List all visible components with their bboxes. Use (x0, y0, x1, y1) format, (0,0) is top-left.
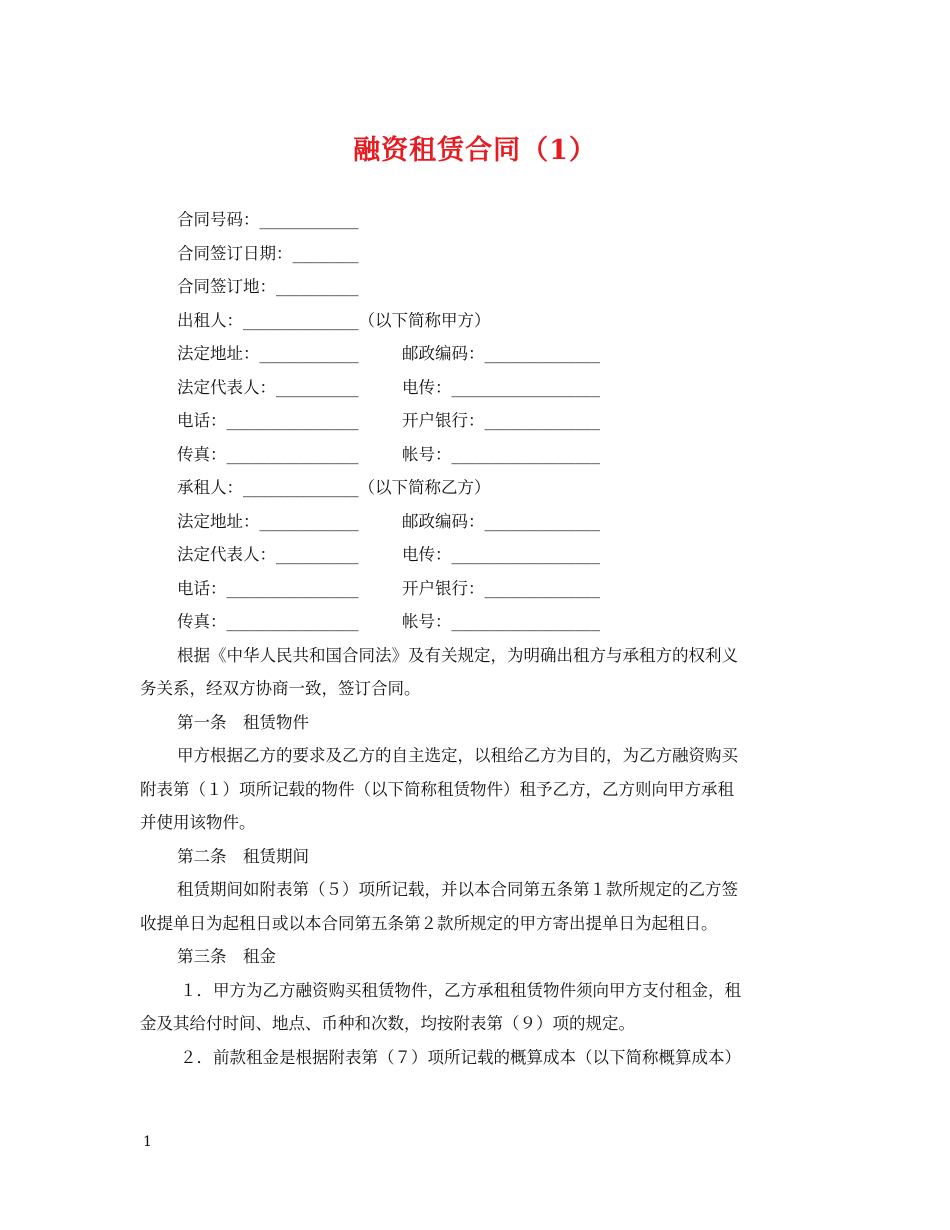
lessor-row-phone (140, 404, 812, 438)
lessor-name-field: 出租人：______________（以下简称甲方） (177, 310, 491, 330)
lessor-postcode-field: 邮政编码：______________ (402, 344, 600, 363)
lessee-row-address (140, 505, 812, 539)
article-1-line-2: 附表第（１）项所记载的物件（以下简称租赁物件）租予乙方，乙方则向甲方承租 (140, 779, 734, 799)
lessor-phone-field: 电话：________________ (177, 411, 359, 430)
page-number: 1 (143, 1134, 152, 1150)
lessor-telegraph-field: 电传：__________________ (402, 377, 600, 397)
article-3-item-2-line-1: ２．前款租金是根据附表第（７）项所记载的概算成本（以下简称概算成本） (180, 1047, 741, 1067)
lessor-row-rep (140, 371, 812, 405)
lessee-name-field: 承租人：______________（以下简称乙方） (177, 478, 491, 497)
lessee-row-phone (140, 572, 812, 606)
contract-number-field: 合同号码：____________ (177, 210, 359, 229)
document-title: 融资租赁合同（1） (353, 135, 597, 166)
article-2-heading: 第二条 租赁期间 (177, 846, 309, 866)
lessee-fax-field: 传真：________________ (177, 612, 359, 631)
article-3-item-1-line-1: １．甲方为乙方融资购买租赁物件，乙方承租租赁物件须向甲方支付租金，租 (180, 980, 741, 1000)
article-2-line-1: 租赁期间如附表第（５）项所记载，并以本合同第五条第１款所规定的乙方签 (177, 880, 738, 899)
article-3-item-1-line-2: 金及其给付时间、地点、币种和次数，均按附表第（９）项的规定。 (140, 1014, 635, 1033)
lessor-rep-field: 法定代表人：__________ (177, 377, 359, 397)
lessor-row-fax (140, 438, 812, 472)
lessee-bank-field: 开户银行：______________ (402, 578, 600, 598)
lessee-row-rep (140, 538, 812, 572)
lessee-postcode-field: 邮政编码：______________ (402, 511, 600, 531)
lessee-rep-field: 法定代表人：__________ (177, 545, 359, 564)
lessee-phone-field: 电话：________________ (177, 578, 359, 598)
lessor-account-field: 帐号：__________________ (402, 444, 600, 464)
preamble-line-2: 务关系，经双方协商一致，签订合同。 (140, 679, 421, 698)
preamble-line-1: 根据《中华人民共和国合同法》及有关规定，为明确出租方与承租方的权利义 (177, 645, 738, 665)
lessor-row-address (140, 337, 812, 371)
article-1-line-1: 甲方根据乙方的要求及乙方的自主选定，以租给乙方为目的，为乙方融资购买 (177, 746, 738, 765)
lessee-address-field: 法定地址：____________ (177, 511, 359, 531)
sign-date-field: 合同签订日期：________ (177, 243, 359, 263)
document-body (140, 203, 812, 1074)
lessee-telegraph-field: 电传：__________________ (402, 545, 600, 564)
article-2-line-2: 收提单日为起租日或以本合同第五条第２款所规定的甲方寄出提单日为起租日。 (140, 913, 718, 933)
lessor-fax-field: 传真：________________ (177, 444, 359, 464)
article-1-heading: 第一条 租赁物件 (177, 712, 309, 732)
lessee-account-field: 帐号：__________________ (402, 612, 600, 631)
sign-place-field: 合同签订地：__________ (177, 277, 359, 296)
lessor-address-field: 法定地址：____________ (177, 344, 359, 363)
article-1-line-3: 并使用该物件。 (140, 813, 256, 832)
lessor-bank-field: 开户银行：______________ (402, 411, 600, 430)
lessee-row-fax (140, 605, 812, 639)
article-3-heading: 第三条 租金 (177, 947, 276, 966)
